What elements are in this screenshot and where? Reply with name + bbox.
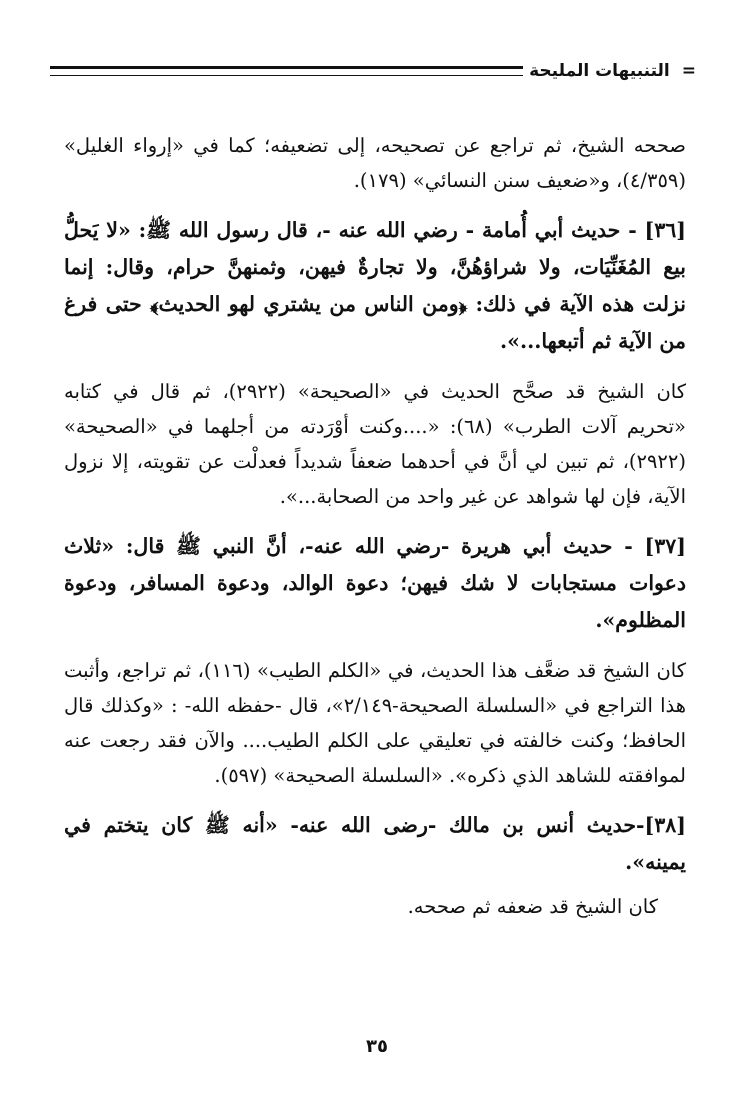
page-number: ٣٥ <box>366 1036 388 1057</box>
commentary-37: كان الشيخ قد ضعَّف هذا الحديث، في «الكلم الطيب» (١١٦)، ثم تراجع، وأثبت هذا التراجع في «السلسلة الصحيحة-٢/١٤٩»، قال -حفظه الله- : «وكذلك قال الحافظ؛ وكنت خالفته في تعليقي على الكلم الطيب.... والآن فقد رجعت عنه لموافقته للشاهد الذي ذكره». «السلسلة الصحيحة» (٥٩٧). <box>64 659 687 787</box>
hadith-37: [٣٧] - حديث أبي هريرة -رضي الله عنه-، أنَّ النبي ﷺ قال: «ثلاث دعوات مستجابات لا شك فيهن؛ دعوة الوالد، ودعوة المسافر، ودعوة المظلوم». <box>64 534 686 632</box>
running-header <box>50 58 696 84</box>
page-body <box>64 128 686 924</box>
paragraph-intro: صححه الشيخ، ثم تراجع عن تصحيحه، إلى تضعيفه؛ كما في «إرواء الغليل» (٤/٣٥٩)، و«ضعيف سنن النسائي» (١٧٩). <box>64 134 686 192</box>
hadith-38: [٣٨]-حديث أنس بن مالك -رضى الله عنه- «أنه ﷺ كان يتختم في يمينه». <box>64 813 686 874</box>
header-rule <box>50 66 523 76</box>
hadith-36: [٣٦] - حديث أبي أُمامة - رضي الله عنه -، قال رسول الله ﷺ: «لا يَحلُّ بيع المُغَنِّيَات، ولا شراؤهُنَّ، ولا تجارةٌ فيهن، وثمنهنَّ حرام، وقال: إنما نزلت هذه الآية في ذلك: ﴿ومن الناس من يشتري لهو الحديث﴾ حتى فرغ من الآية ثم أتبعها...». <box>64 218 686 353</box>
header-title: التنبيهات المليحة <box>529 61 670 81</box>
commentary-36: كان الشيخ قد صحَّح الحديث في «الصحيحة» (٢٩٢٢)، ثم قال في كتابه «تحريم آلات الطرب» (٦٨): «....وكنت أوْرَدته من أجلهما في «الصحيحة» (٢٩٢٢)، ثم تبين لي أنَّ في أحدهما ضعفاً شديداً فعدلْت عن تقويته، إلا نزول الآية، فإن لها شواهد عن غير واحد من الصحابة...». <box>64 380 686 508</box>
header-dash: = <box>681 61 696 81</box>
commentary-38: كان الشيخ قد ضعفه ثم صححه. <box>407 895 658 918</box>
